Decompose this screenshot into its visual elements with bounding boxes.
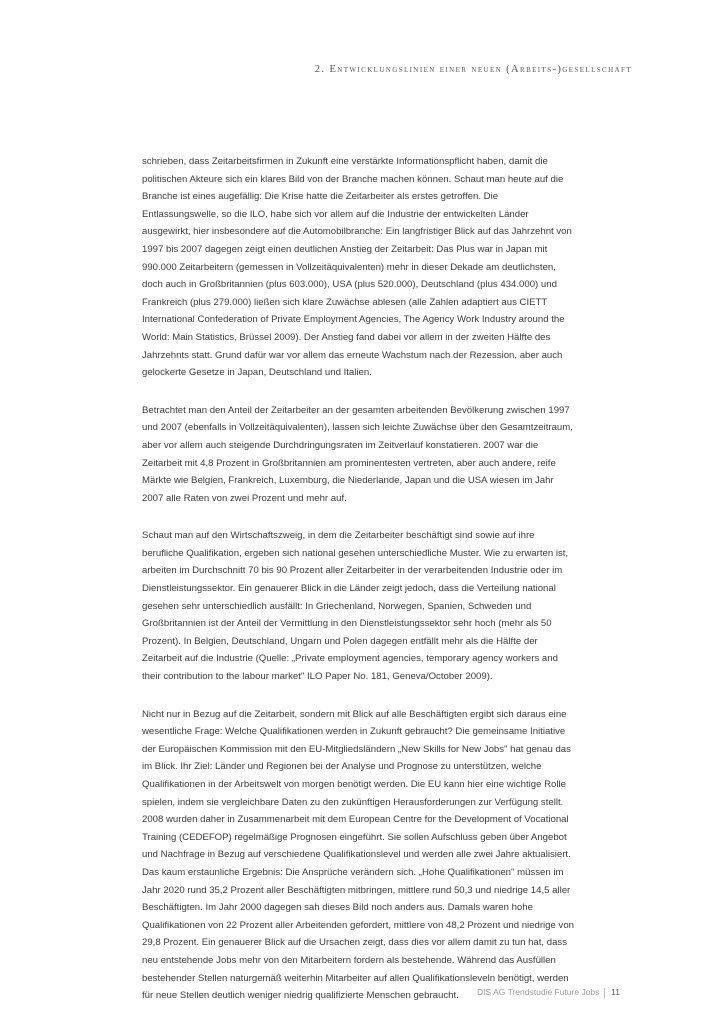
paragraph-4: Nicht nur in Bezug auf die Zeitarbeit, sondern mit Blick auf alle Beschäftigten ergibt sich daraus eine wesentliche Frage: Welche Qualifikationen werden in Zukunft gebraucht? Die gemeinsame Initiative der Europäischen Kommission mit den EU-Mitgliedsländern „New Skills for New Jobs" hat genau das im Blick. Ihr Ziel: Länder und Regionen bei der Analyse und Prognose zu unterstützen, welche Qualifikationen in der Arbeitswelt von morgen benötigt werden. Die EU kann hier eine wichtige Rolle spielen, indem sie vergleichbare Daten zu den zukünftigen Herausforderungen zur Verfügung stellt. 2008 wurden daher in Zusammenarbeit mit dem European Centre for the Development of Vocational Training (CEDEFOP) regelmäßige Prognosen eingeführt. Sie sollen Aufschluss geben über Angebot und Nachfrage in Bezug auf verschiedene Qualifikationslevel und werden alle zwei Jahre aktualisiert. Das kaum erstaunliche Ergebnis: Die Ansprüche verändern sich. „Hohe Qualifikationen" müssen im Jahr 2020 rund 35,2 Prozent aller Beschäftigten mitbringen, mittlere rund 50,3 und niedrige 14,5 aller Beschäftigten. Im Jahr 2000 dagegen sah dieses Bild noch anders aus. Damals waren hohe Qualifikationen von 22 Prozent aller Arbeitenden gefordert, mittlere von 48,2 Prozent und niedrige von 29,8 Prozent. Ein genauerer Blick auf die Ursachen zeigt, dass dies vor allem damit zu tun hat, dass neu entstehende Jobs mehr von den Mitarbeitern fordern als bestehende. Während das Ausfüllen bestehender Stellen naturgemäß weiterhin Mitarbeiter auf allen Qualifikationsleveln benötigt, werden für neue Stellen deutlich weniger niedrig qualifizierte Menschen gebraucht. xyxy=(142,708,574,1002)
page-number: 11 xyxy=(611,987,620,997)
running-header: 2. Entwicklungslinien einer neuen (Arbeits-)gesellschaft xyxy=(314,64,632,75)
paragraph-2: Betrachtet man den Anteil der Zeitarbeiter an der gesamten arbeitenden Bevölkerung zwischen 1997 und 2007 (ebenfalls in Vollzeitäquivalenten), lassen sich leichte Zuwächse über den Gesamtzeitraum, aber vor allem auch steigende Durchdringungsraten im Zeitverlauf konstatieren. 2007 war die Zeitarbeit mit 4,8 Prozent in Großbritannien am prominentesten vertreten, aber auch andere, reife Märkte wie Belgien, Frankreich, Luxemburg, die Niederlande, Japan und die USA wiesen im Jahr 2007 alle Raten von zwei Prozent und mehr auf. xyxy=(142,404,573,504)
footer-divider xyxy=(604,988,605,998)
paragraph-3: Schaut man auf den Wirtschaftszweig, in dem die Zeitarbeiter beschäftigt sind sowie auf ihre berufliche Qualifikation, ergeben sich national gesehen unterschiedliche Muster. Wie zu erwarten ist, arbeiten im Durchschnitt 70 bis 90 Prozent aller Zeitarbeiter in der verarbeitenden Industrie oder im Dienstleistungssektor. Ein genauerer Blick in die Länder zeigt jedoch, dass die Verteilung national gesehen sehr unterschiedlich ausfällt: In Griechenland, Norwegen, Spanien, Schweden und Großbritannien ist der Anteil der Vermittlung in den Dienstleistungssektor sehr hoch (mehr als 50 Prozent). In Belgien, Deutschland, Ungarn und Polen dagegen entfällt mehr als die Hälfte der Zeitarbeit auf die Industrie (Quelle: „Private employment agencies, temporary agency workers and their contribution to the labour market" ILO Paper No. 181, Geneva/October 2009). xyxy=(142,530,569,683)
body-text xyxy=(142,153,575,1025)
paragraph-1: schrieben, dass Zeitarbeitsfirmen in Zukunft eine verstärkte Informationspflicht haben, damit die politischen Akteure sich ein klares Bild von der Branche machen können. Schaut man heute auf die Branche ist eines augefällig: Die Krise hatte die Zeitarbeiter als erstes getroffen. Die Entlassungswelle, so die ILO, habe sich vor allem auf die Industrie der entwickelten Länder ausgewirkt, hier insbesondere auf die Automobilbranche: Ein langfristiger Blick auf das Jahrzehnt von 1997 bis 2007 dagegen zeigt einen deutlichen Anstieg der Zeitarbeit: Das Plus war in Japan mit 990.000 Zeitarbeitern (gemessen in Vollzeitäquivalenten) mehr in dieser Dekade am deutlichsten, doch auch in Großbritannien (plus 603.000), USA (plus 520.000), Deutschland (plus 434.000) und Frankreich (plus 279.000) ließen sich klare Zuwächse ablesen (alle Zahlen adaptiert aus CIETT International Confederation of Private Employment Agencies, The Agency Work Industry around the World: Main Statistics, Brüssel 2009). Der Anstieg fand dabei vor allem in der zweiten Hälfte des Jahrzehnts statt. Grund dafür war vor allem das erneute Wachstum nach der Rezession, aber auch gelockerte Gesetze in Japan, Deutschland und Italien. xyxy=(142,156,572,379)
footer-publication: DIS AG Trendstudie Future Jobs xyxy=(477,987,600,997)
page-footer xyxy=(477,987,620,998)
